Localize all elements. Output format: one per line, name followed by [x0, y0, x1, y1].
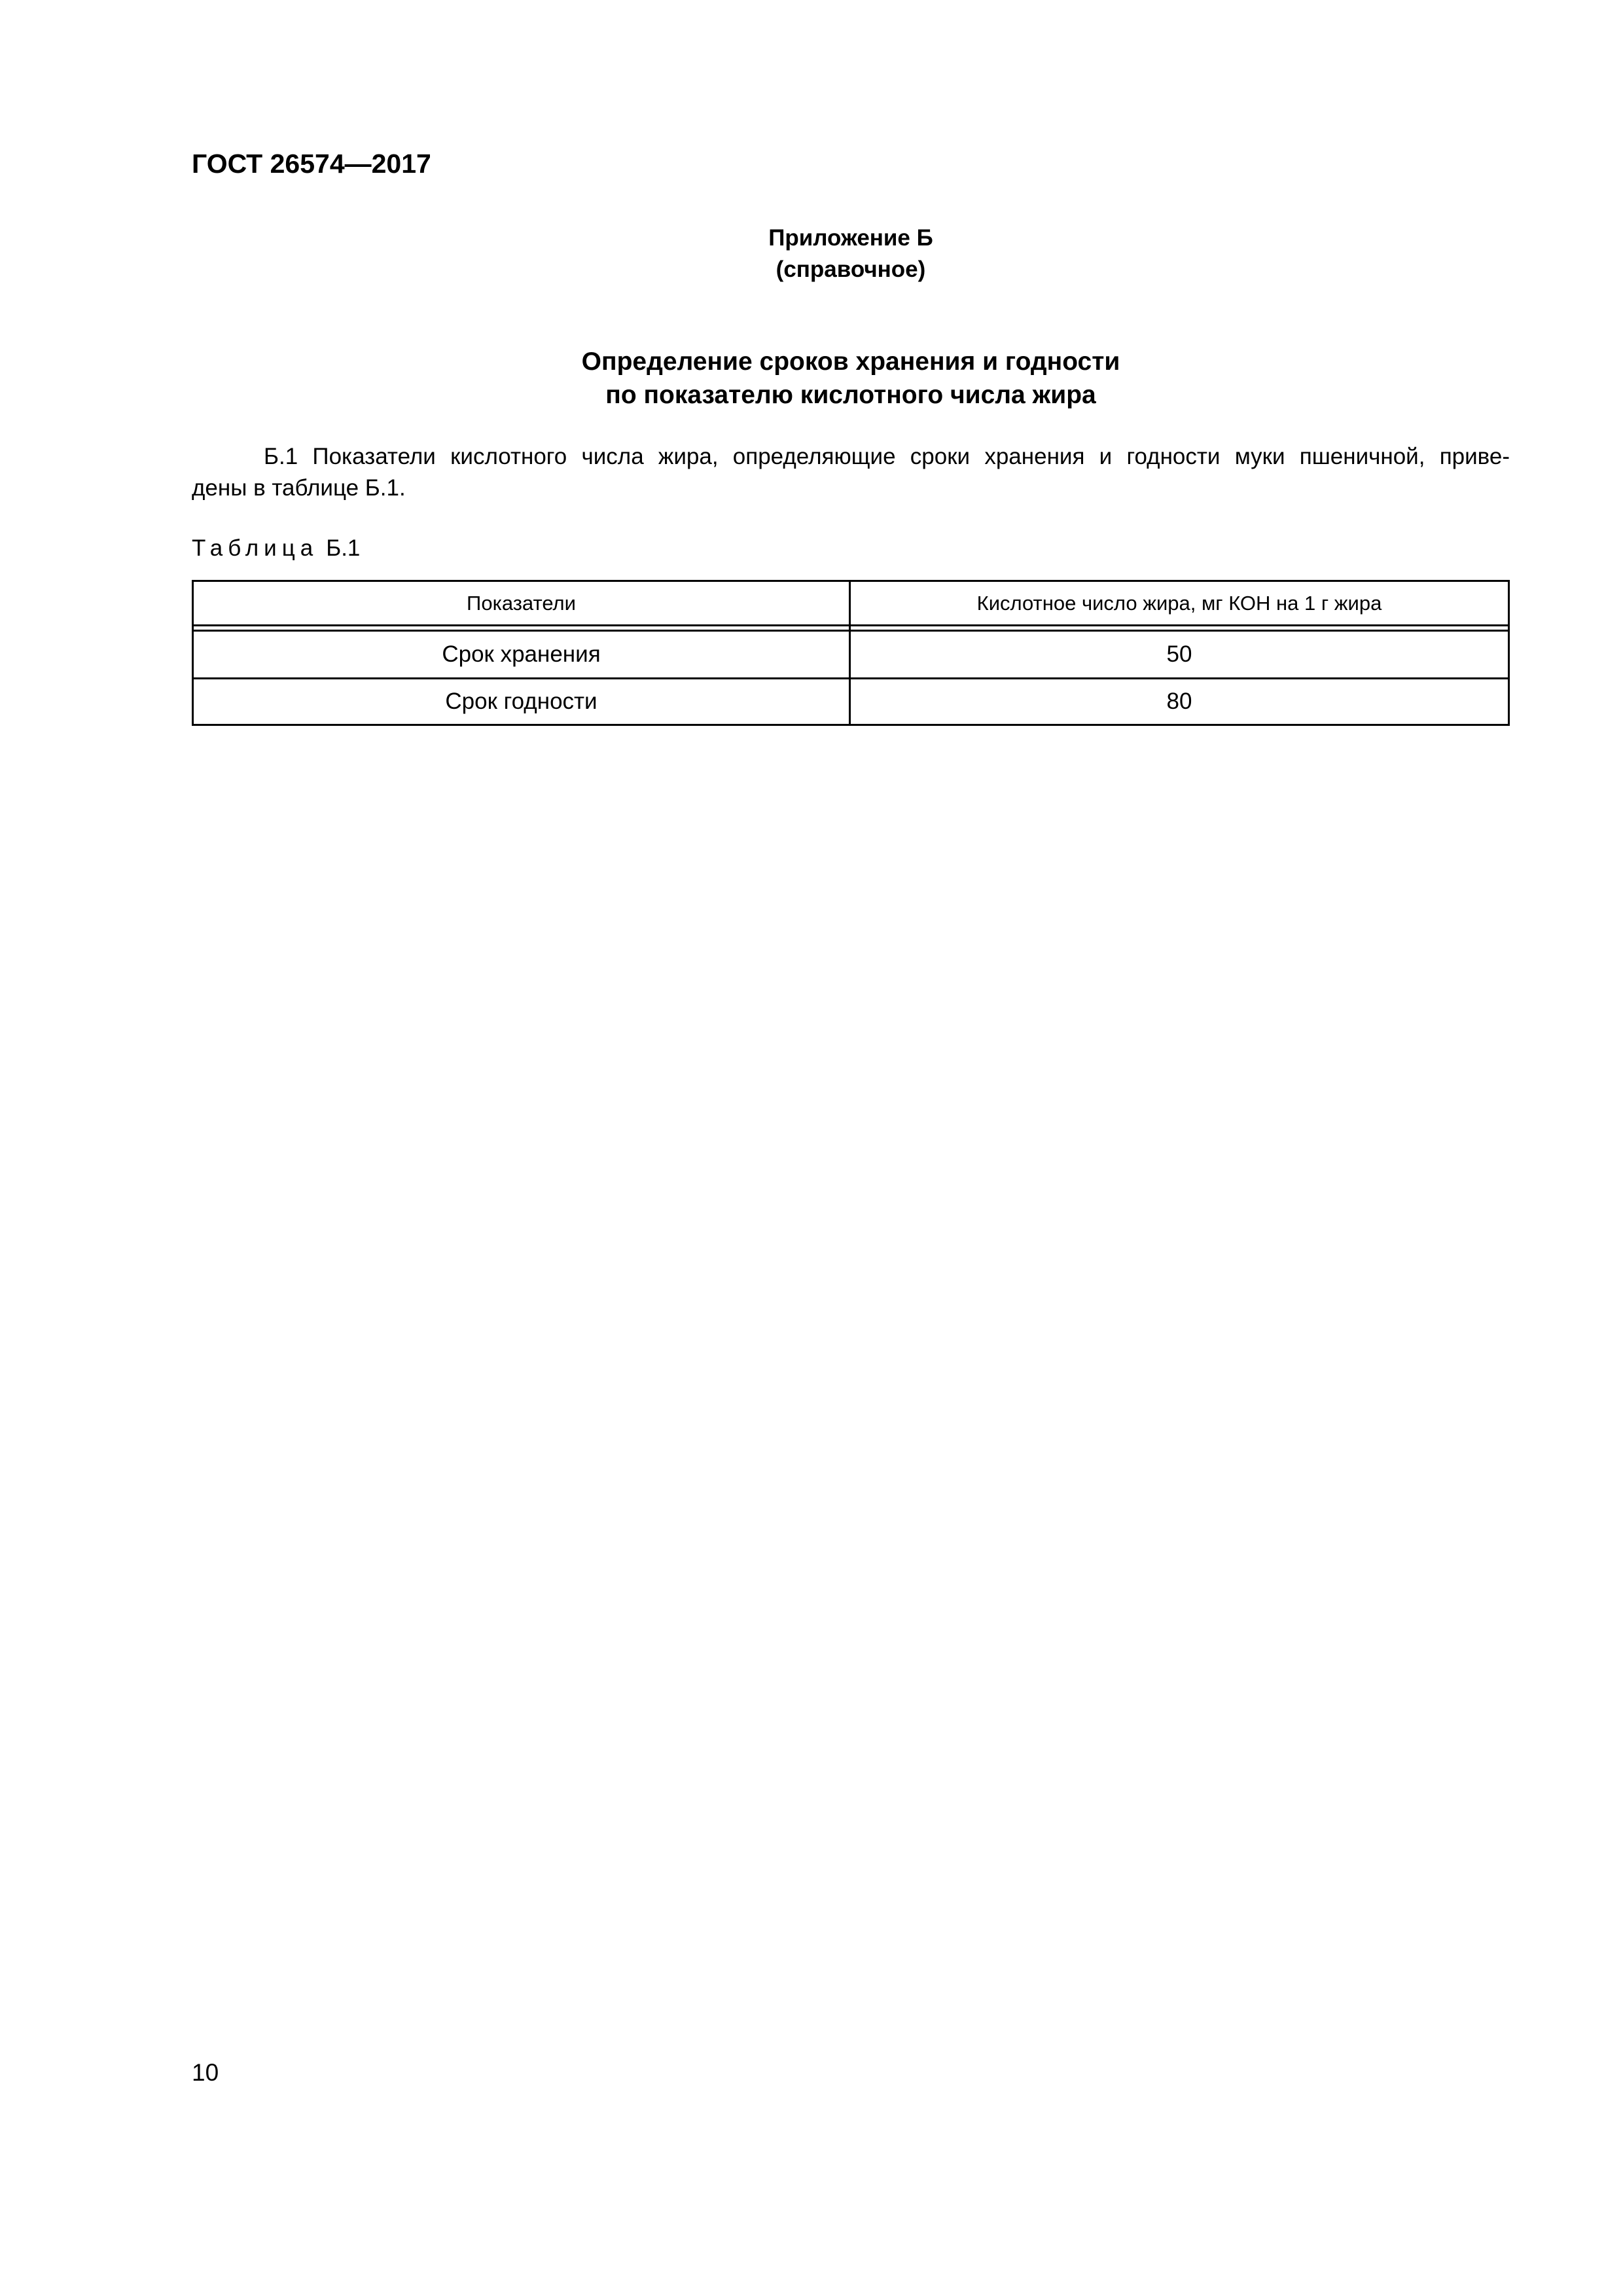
- section-title-line-2: по показателю кислотного числа жира: [605, 381, 1096, 409]
- document-code: ГОСТ 26574—2017: [192, 149, 431, 179]
- table-header-cell: Показатели: [467, 591, 576, 615]
- paragraph-b1: [192, 441, 1510, 504]
- table-caption: [192, 533, 360, 564]
- table-cell: 80: [1166, 689, 1192, 714]
- table-caption-number: Б.1: [326, 535, 361, 561]
- page-number: 10: [192, 2059, 219, 2086]
- table-caption-word: Таблица: [192, 535, 319, 561]
- section-title: [192, 345, 1510, 412]
- appendix-heading: [192, 223, 1510, 285]
- section-title-line-1: Определение сроков хранения и годности: [581, 348, 1120, 376]
- table-cell: Срок годности: [445, 689, 597, 714]
- table-header-divider: [194, 624, 1508, 626]
- appendix-kind: (справочное): [776, 257, 926, 282]
- paragraph-line-2: дены в таблице Б.1.: [192, 475, 406, 501]
- paragraph-line-1: Б.1 Показатели кислотного числа жира, определяющие сроки хранения и годности муки пшеничной, приве-: [264, 444, 1510, 469]
- table-cell: 50: [1166, 641, 1192, 667]
- appendix-title: Приложение Б: [768, 225, 933, 251]
- table-b1: [192, 580, 1510, 726]
- table-header-cell: Кислотное число жира, мг КОН на 1 г жира: [976, 591, 1382, 615]
- table-cell: Срок хранения: [442, 641, 601, 667]
